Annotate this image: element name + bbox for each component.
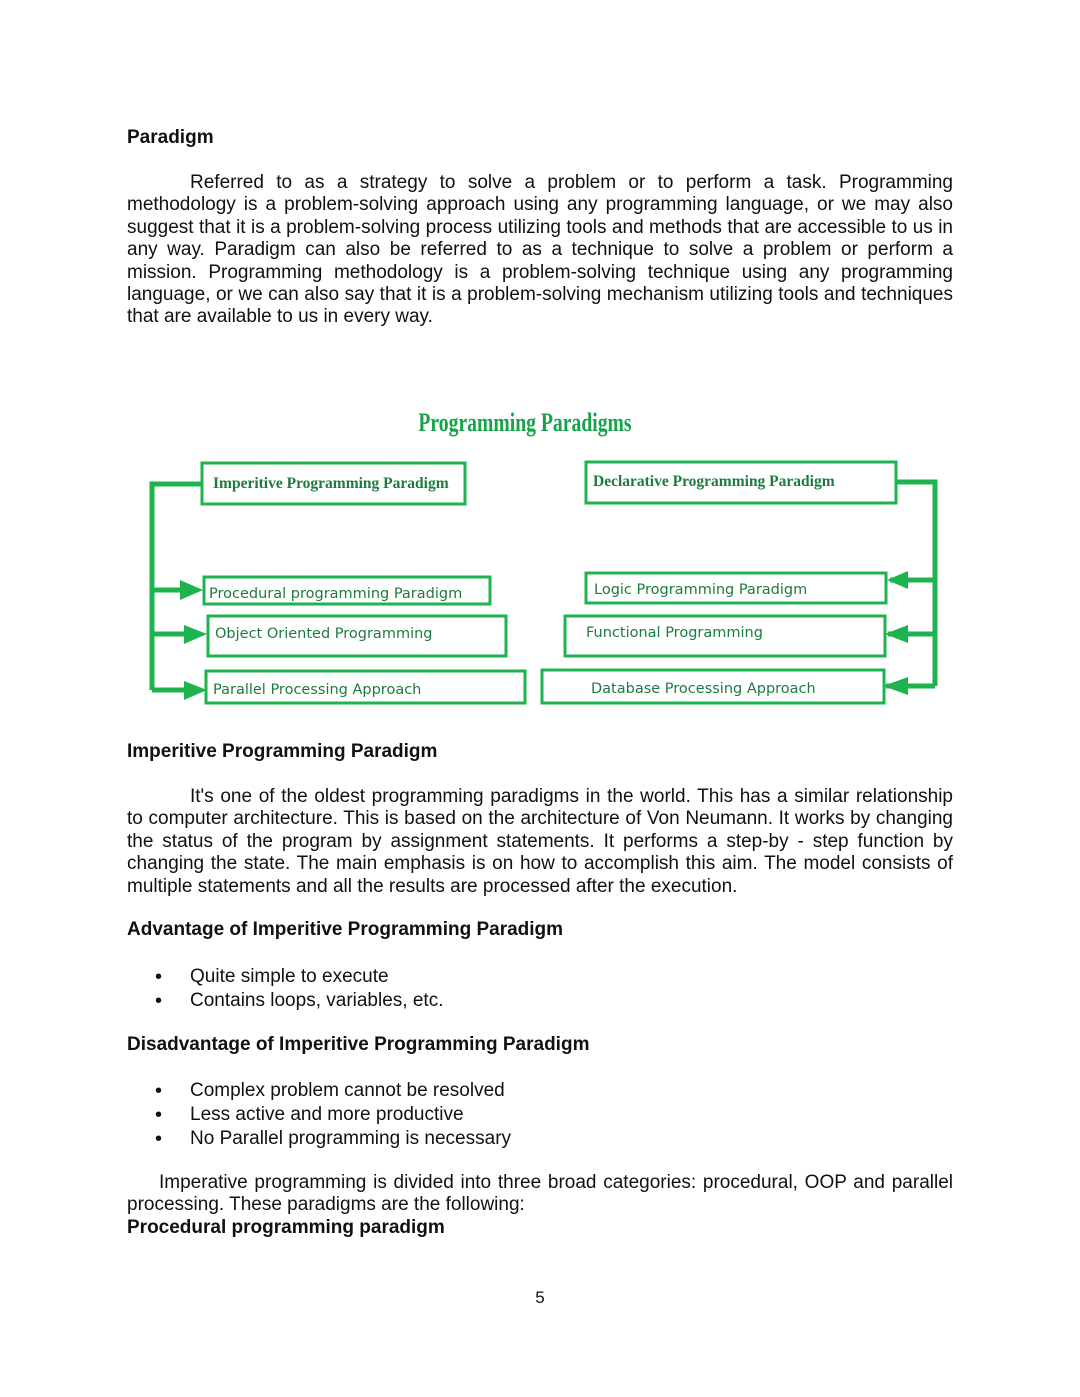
advantage-heading: Advantage of Imperitive Programming Paradigm bbox=[127, 919, 564, 940]
declarative-root-label: Declarative Programming Paradigm bbox=[593, 473, 835, 490]
list-item: • Quite simple to execute bbox=[127, 965, 443, 989]
categories-paragraph: Imperative programming is divided into three broad categories: procedural, OOP and parallel processing. These paradigms are the following: bbox=[127, 1172, 953, 1216]
imperitive-heading: Imperitive Programming Paradigm bbox=[127, 741, 438, 762]
list-item: • No Parallel programming is necessary bbox=[127, 1127, 511, 1151]
page-number: 5 bbox=[535, 1288, 545, 1307]
paradigm-heading: Paradigm bbox=[127, 127, 214, 148]
disadvantage-heading: Disadvantage of Imperitive Programming Paradigm bbox=[127, 1034, 590, 1055]
arrow-to-logic bbox=[887, 571, 908, 589]
arrow-to-parallel bbox=[184, 681, 207, 700]
arrow-to-functional bbox=[885, 625, 908, 643]
parallel-label: Parallel Processing Approach bbox=[213, 682, 422, 698]
procedural-heading: Procedural programming paradigm bbox=[127, 1217, 445, 1238]
arrow-to-oop bbox=[184, 625, 207, 644]
imperitive-paragraph: It's one of the oldest programming paradigms in the world. This has a similar relationship to computer architecture. This is based on the architecture of Von Neumann. It works by changing the status of the program by assignment statements. It performs a step-by - step function by changing the state. The main emphasis is on how to accomplish this aim. The model consists of multiple statements and all the results are processed after the execution. bbox=[127, 786, 953, 897]
oop-label: Object Oriented Programming bbox=[215, 626, 433, 642]
list-item: • Less active and more productive bbox=[127, 1103, 511, 1127]
arrow-to-procedural bbox=[180, 580, 203, 600]
list-item: • Contains loops, variables, etc. bbox=[127, 989, 443, 1013]
diagram-title: Programming Paradigms bbox=[418, 408, 632, 439]
procedural-label: Procedural programming Paradigm bbox=[209, 586, 463, 602]
list-item: • Complex problem cannot be resolved bbox=[127, 1079, 511, 1103]
paradigm-paragraph: Referred to as a strategy to solve a problem or to perform a task. Programming methodology is a problem-solving approach using any programming language, or we may also suggest that it is a problem-solving process utilizing tools and methods that are accessible to us in any way. Paradigm can also be referred to as a technique to solve a problem or perform a mission. Programming methodology is a problem-solving technique using any programming language, or we can also say that it is a problem-solving mechanism utilizing tools and techniques that are available to us in every way. bbox=[127, 172, 953, 328]
imperitive-root-label: Imperitive Programming Paradigm bbox=[213, 475, 449, 492]
database-label: Database Processing Approach bbox=[591, 681, 816, 697]
arrow-to-database bbox=[883, 677, 908, 695]
advantage-list bbox=[127, 965, 443, 1013]
functional-label: Functional Programming bbox=[586, 625, 763, 641]
disadvantage-list bbox=[127, 1079, 511, 1151]
declarative-connector bbox=[886, 482, 935, 686]
logic-label: Logic Programming Paradigm bbox=[594, 582, 808, 598]
